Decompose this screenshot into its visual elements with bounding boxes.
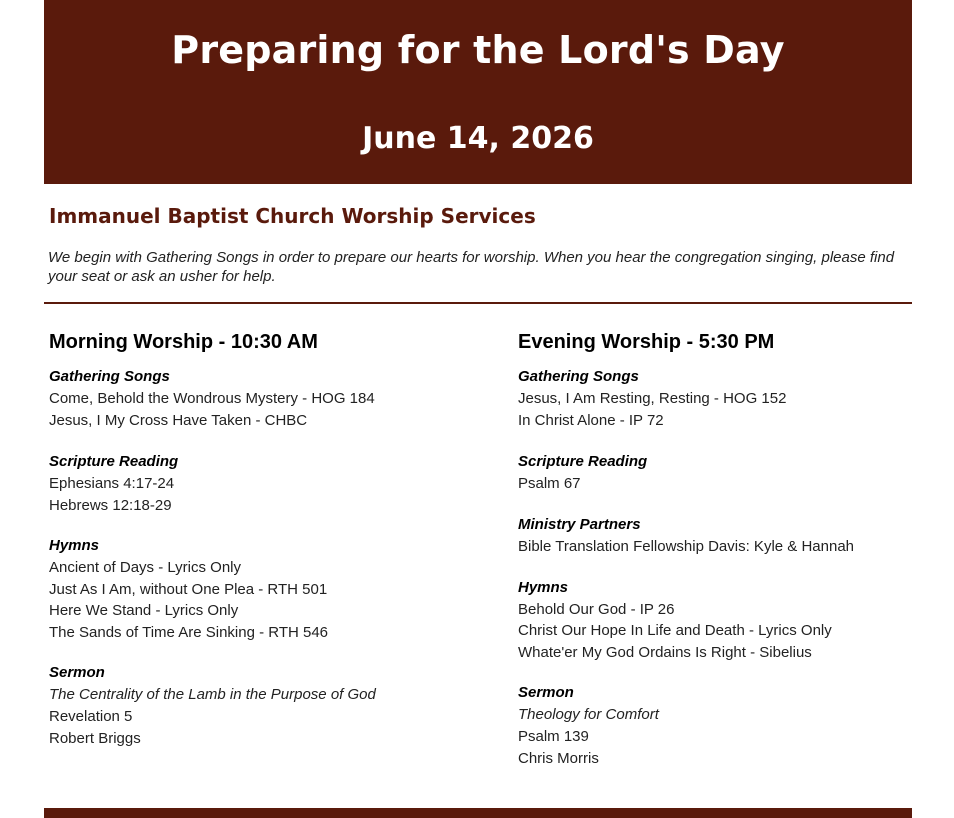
- list-item: Here We Stand - Lyrics Only: [49, 602, 239, 619]
- sermon-title: Theology for Comfort: [518, 706, 659, 723]
- morning-worship-column: [49, 330, 469, 769]
- list-item: Christ Our Hope In Life and Death - Lyrics Only: [518, 622, 832, 639]
- evening-ministry-section: [518, 514, 938, 558]
- morning-gathering-section: [49, 366, 469, 432]
- section-title: Hymns: [518, 578, 569, 596]
- evening-scripture-section: [518, 451, 938, 495]
- service-date: June 14, 2026: [362, 121, 594, 156]
- section-title: Ministry Partners: [518, 516, 641, 533]
- list-item: Jesus, I My Cross Have Taken - CHBC: [49, 412, 308, 429]
- list-item: Behold Our God - IP 26: [518, 600, 675, 618]
- section-title: Hymns: [49, 537, 100, 554]
- list-item: Hebrews 12:18-29: [49, 496, 172, 514]
- intro-text: We begin with Gathering Songs in order to prepare our hearts for worship. When you hear the congregation singing, please find your seat or ask an usher for help.: [48, 249, 895, 285]
- section-title: Scripture Reading: [518, 453, 648, 470]
- morning-hymns-section: [49, 535, 469, 643]
- list-item: Whate'er My God Ordains Is Right - Sibelius: [518, 643, 812, 661]
- morning-scripture-section: [49, 451, 469, 516]
- list-item: In Christ Alone - IP 72: [518, 412, 664, 429]
- evening-gathering-section: [518, 366, 938, 432]
- evening-sermon-section: [518, 682, 938, 770]
- list-item: Ancient of Days - Lyrics Only: [49, 559, 242, 576]
- sermon-preacher: Chris Morris: [518, 750, 599, 767]
- evening-worship-column: [518, 330, 938, 789]
- page-title: Preparing for the Lord's Day: [171, 28, 785, 72]
- list-item: Ephesians 4:17-24: [49, 475, 175, 492]
- list-item: The Sands of Time Are Sinking - RTH 546: [49, 623, 329, 641]
- header-banner: [44, 0, 912, 184]
- footer-bar: [44, 808, 912, 818]
- section-title: Gathering Songs: [518, 368, 639, 385]
- church-title: Immanuel Baptist Church Worship Services: [49, 204, 536, 228]
- sermon-preacher: Robert Briggs: [49, 730, 141, 747]
- sermon-passage: Psalm 139: [518, 728, 589, 745]
- section-title: Sermon: [518, 684, 574, 701]
- list-item: Psalm 67: [518, 475, 581, 492]
- morning-heading: Morning Worship - 10:30 AM: [49, 331, 318, 353]
- section-title: Sermon: [49, 664, 105, 681]
- list-item: Come, Behold the Wondrous Mystery - HOG 184: [49, 390, 375, 407]
- section-title: Scripture Reading: [49, 453, 179, 470]
- sermon-passage: Revelation 5: [49, 708, 133, 725]
- list-item: Jesus, I Am Resting, Resting - HOG 152: [518, 390, 787, 407]
- evening-heading: Evening Worship - 5:30 PM: [518, 331, 775, 353]
- section-divider: [44, 302, 912, 304]
- list-item: Just As I Am, without One Plea - RTH 501: [49, 580, 328, 598]
- sermon-title: The Centrality of the Lamb in the Purpose of God: [49, 686, 376, 703]
- morning-sermon-section: [49, 662, 469, 750]
- evening-hymns-section: [518, 577, 938, 664]
- section-title: Gathering Songs: [49, 368, 170, 385]
- list-item: Bible Translation Fellowship Davis: Kyle & Hannah: [518, 538, 854, 555]
